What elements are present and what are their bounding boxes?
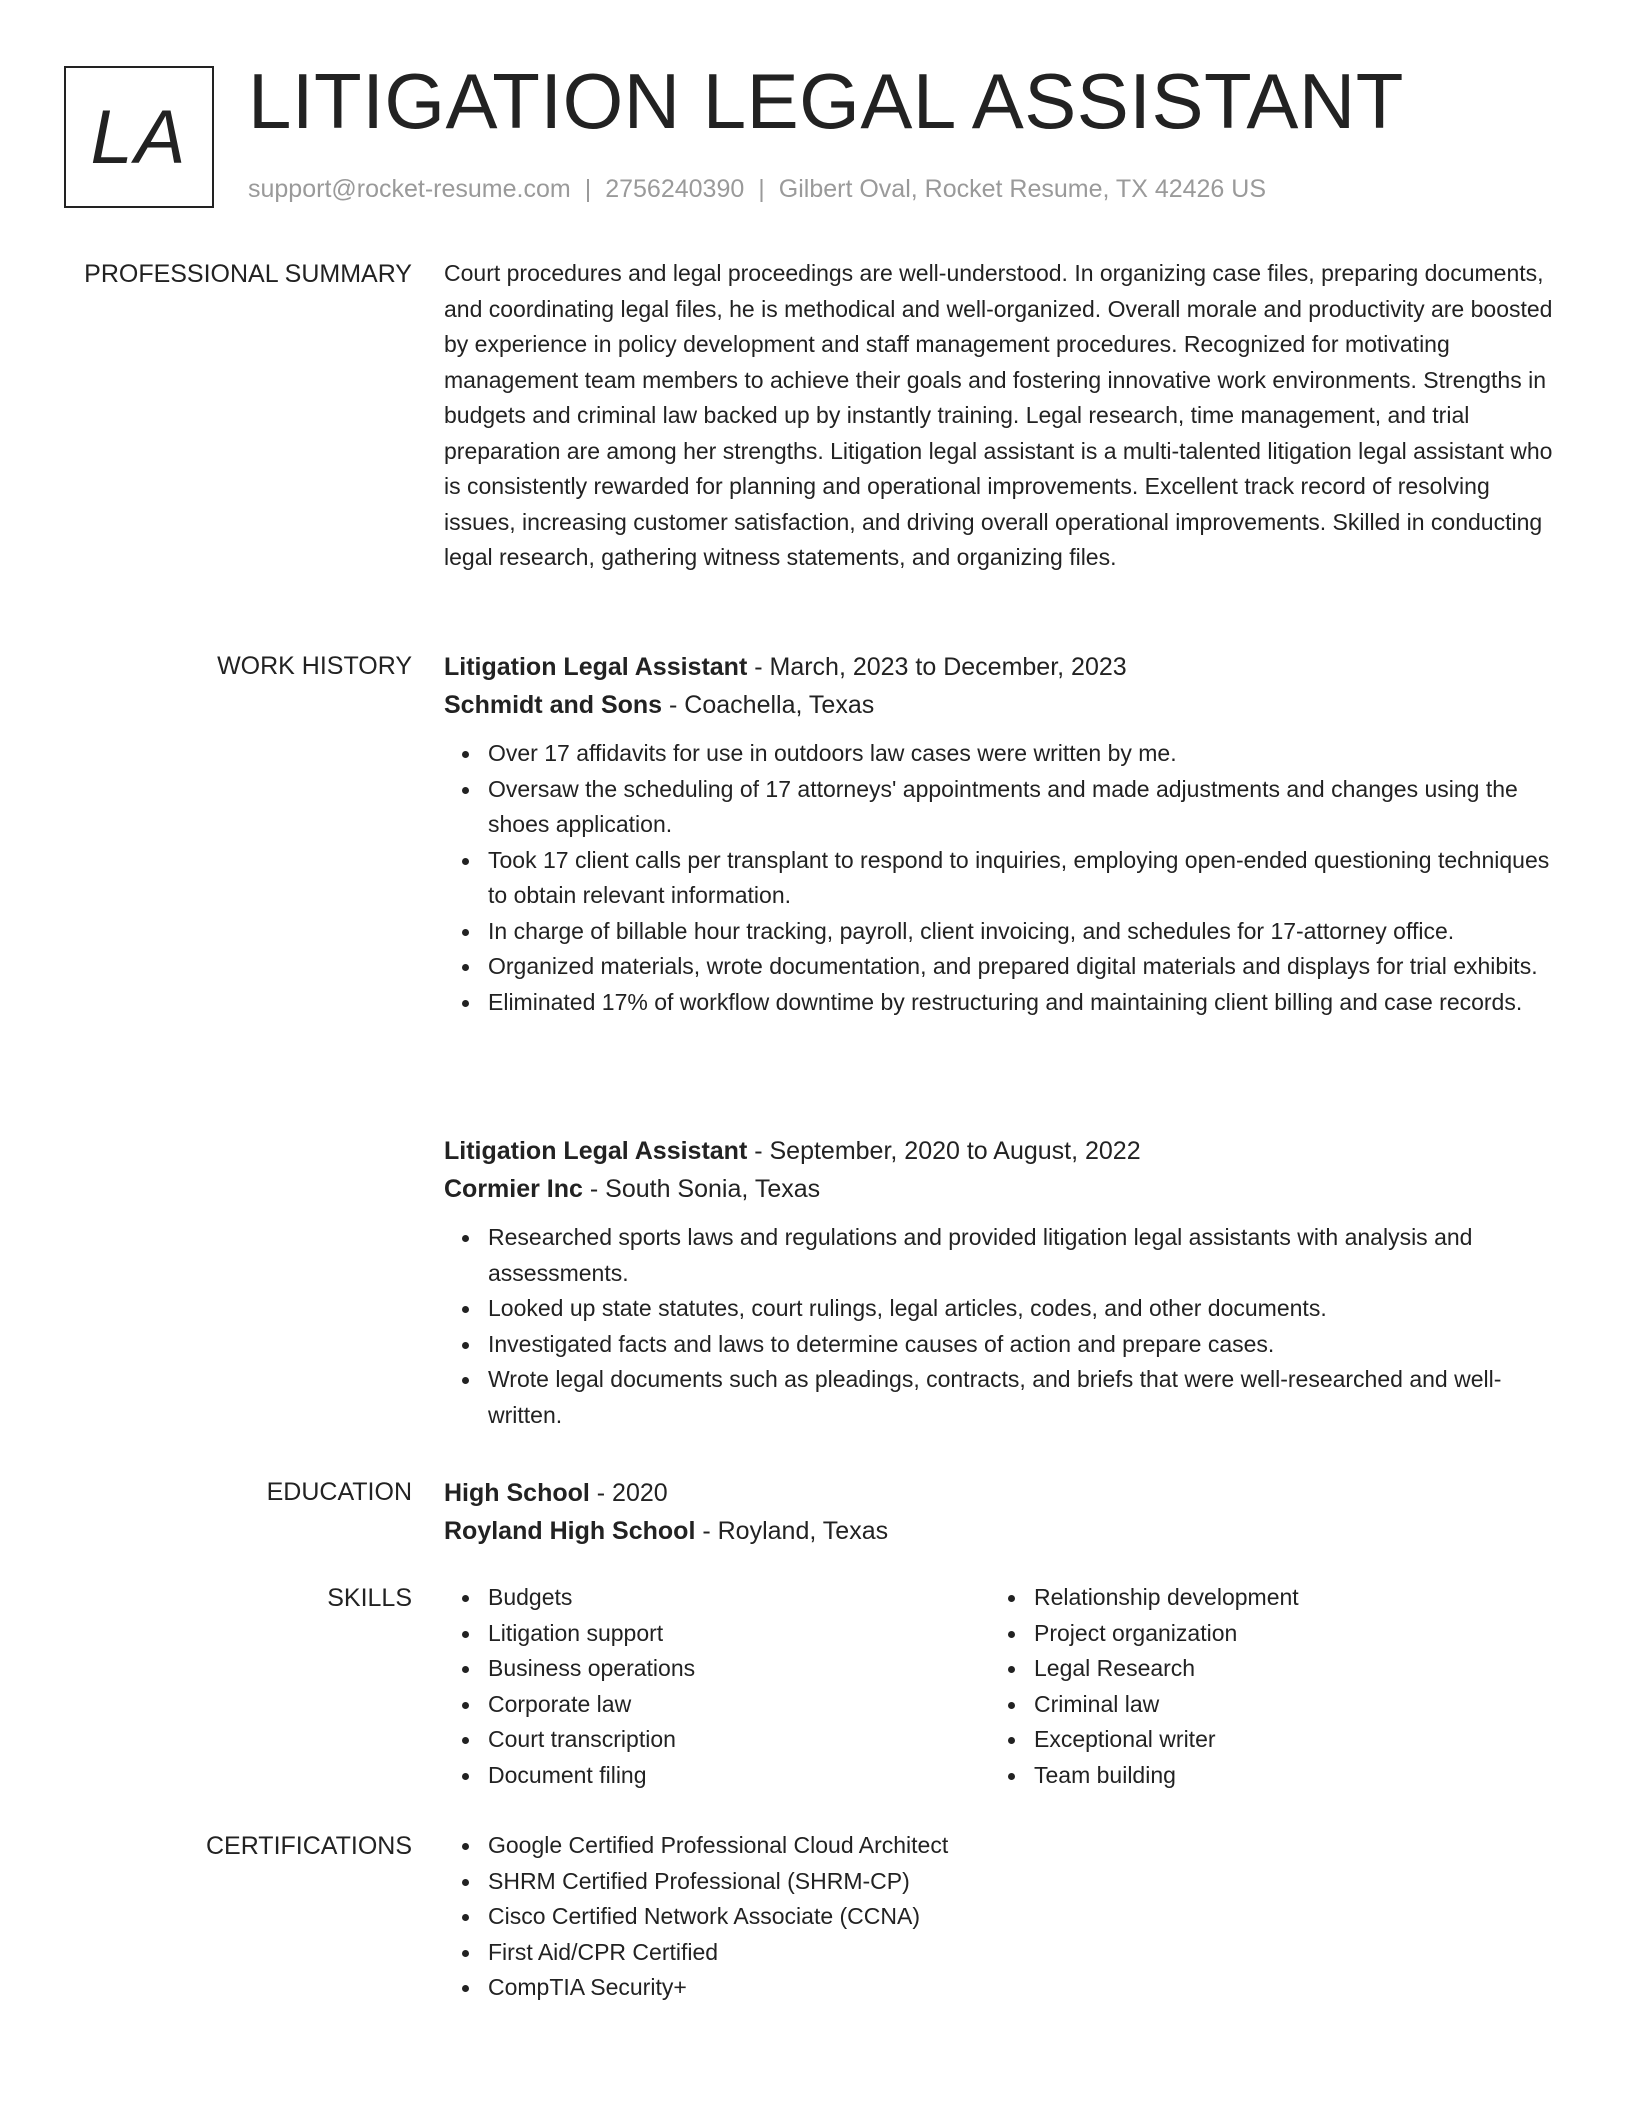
job-title-line	[444, 1132, 1556, 1170]
job-bullet: Over 17 affidavits for use in outdoors law cases were written by me.	[488, 736, 1556, 772]
contact-email[interactable]: support@rocket-resume.com	[248, 175, 571, 203]
section-label-certifications: CERTIFICATIONS	[205, 1832, 412, 1860]
job-dates: - September, 2020 to August, 2022	[747, 1137, 1141, 1165]
job-bullet: Eliminated 17% of workflow downtime by restructuring and maintaining client billing and case records.	[488, 985, 1556, 1021]
job-bullets	[444, 736, 1556, 1020]
job-company-line	[444, 1170, 1556, 1208]
certification-item: Cisco Certified Network Associate (CCNA)	[488, 1899, 1556, 1935]
certification-item: SHRM Certified Professional (SHRM-CP)	[488, 1864, 1556, 1900]
skill-item: Court transcription	[488, 1722, 990, 1758]
job-location: - Coachella, Texas	[662, 691, 875, 719]
job-title-line	[444, 648, 1556, 686]
job-bullet: Looked up state statutes, court rulings, legal articles, codes, and other documents.	[488, 1291, 1556, 1327]
contact-separator: |	[584, 175, 592, 203]
skill-item: Budgets	[488, 1580, 990, 1616]
skill-item: Litigation support	[488, 1616, 990, 1652]
section-label-work-history: WORK HISTORY	[217, 652, 412, 680]
contact-phone[interactable]: 2756240390	[605, 175, 745, 203]
job-bullets	[444, 1220, 1556, 1433]
summary-text: Court procedures and legal proceedings are well-understood. In organizing case files, preparing documents, and coordinating legal files, he is methodical and well-organized. Overall morale and productivity are boosted by experience in policy development and staff management procedures. Recognized for motivating management team members to achieve their goals and fostering innovative work environments. Strengths in budgets and criminal law backed up by instantly training. Legal research, time management, and trial preparation are among her strengths. Litigation legal assistant is a multi-talented litigation legal assistant who is consistently rewarded for planning and operational improvements. Excellent track record of resolving issues, increasing customer satisfaction, and driving overall operational improvements. Skilled in conducting legal research, gathering witness statements, and organizing files.	[444, 260, 1553, 570]
skills-column-right	[990, 1580, 1536, 1793]
job-title: Litigation Legal Assistant	[444, 653, 748, 681]
job-location: - South Sonia, Texas	[582, 1175, 821, 1203]
job-entry	[444, 1132, 1556, 1433]
skill-item: Relationship development	[1034, 1580, 1536, 1616]
contact-address: Gilbert Oval, Rocket Resume, TX 42426 US	[778, 175, 1267, 203]
education-body	[444, 1474, 1556, 1550]
job-bullet: Oversaw the scheduling of 17 attorneys' appointments and made adjustments and changes using the shoes application.	[488, 772, 1556, 843]
section-label-summary: PROFESSIONAL SUMMARY	[84, 260, 412, 288]
job-company: Cormier Inc	[444, 1175, 583, 1203]
monogram-initials: LA	[90, 94, 188, 180]
job-bullet: Took 17 client calls per transplant to respond to inquiries, employing open-ended questioning techniques to obtain relevant information.	[488, 843, 1556, 914]
skill-item: Legal Research	[1034, 1651, 1536, 1687]
job-bullet: Organized materials, wrote documentation, and prepared digital materials and displays for trial exhibits.	[488, 949, 1556, 985]
job-bullet: In charge of billable hour tracking, payroll, client invoicing, and schedules for 17-attorney office.	[488, 914, 1556, 950]
skills-body	[444, 1580, 1556, 1793]
skill-item: Team building	[1034, 1758, 1536, 1794]
education-degree: High School	[444, 1479, 590, 1507]
monogram-logo	[64, 66, 214, 208]
contact-separator: |	[758, 175, 765, 203]
certification-item: First Aid/CPR Certified	[488, 1935, 1556, 1971]
job-bullet: Researched sports laws and regulations and provided litigation legal assistants with analysis and assessments.	[488, 1220, 1556, 1291]
education-degree-line	[444, 1474, 1556, 1512]
skill-item: Business operations	[488, 1651, 990, 1687]
job-company: Schmidt and Sons	[444, 691, 663, 719]
skills-column-left	[444, 1580, 990, 1793]
job-entry	[444, 648, 1556, 1020]
certification-item: Google Certified Professional Cloud Architect	[488, 1828, 1556, 1864]
skill-item: Exceptional writer	[1034, 1722, 1536, 1758]
certifications-list	[444, 1828, 1556, 2006]
education-location: - Royland, Texas	[695, 1517, 889, 1545]
education-year: - 2020	[589, 1479, 668, 1507]
skill-item: Corporate law	[488, 1687, 990, 1723]
certifications-body	[444, 1828, 1556, 2006]
job-bullet: Wrote legal documents such as pleadings, contracts, and briefs that were well-researched and well-written.	[488, 1362, 1556, 1433]
skill-item: Project organization	[1034, 1616, 1536, 1652]
skill-item: Criminal law	[1034, 1687, 1536, 1723]
education-school-line	[444, 1512, 1556, 1550]
contact-line	[248, 174, 1266, 204]
skills-columns	[444, 1580, 1556, 1793]
job-title: Litigation Legal Assistant	[444, 1137, 748, 1165]
section-label-education: EDUCATION	[266, 1478, 412, 1506]
section-label-skills: SKILLS	[327, 1584, 412, 1612]
summary-body	[444, 256, 1556, 576]
resume-title: LITIGATION LEGAL ASSISTANT	[248, 57, 1404, 145]
job-company-line	[444, 686, 1556, 724]
certification-item: CompTIA Security+	[488, 1970, 1556, 2006]
job-bullet: Investigated facts and laws to determine causes of action and prepare cases.	[488, 1327, 1556, 1363]
job-dates: - March, 2023 to December, 2023	[747, 653, 1127, 681]
education-school: Royland High School	[444, 1517, 696, 1545]
skill-item: Document filing	[488, 1758, 990, 1794]
